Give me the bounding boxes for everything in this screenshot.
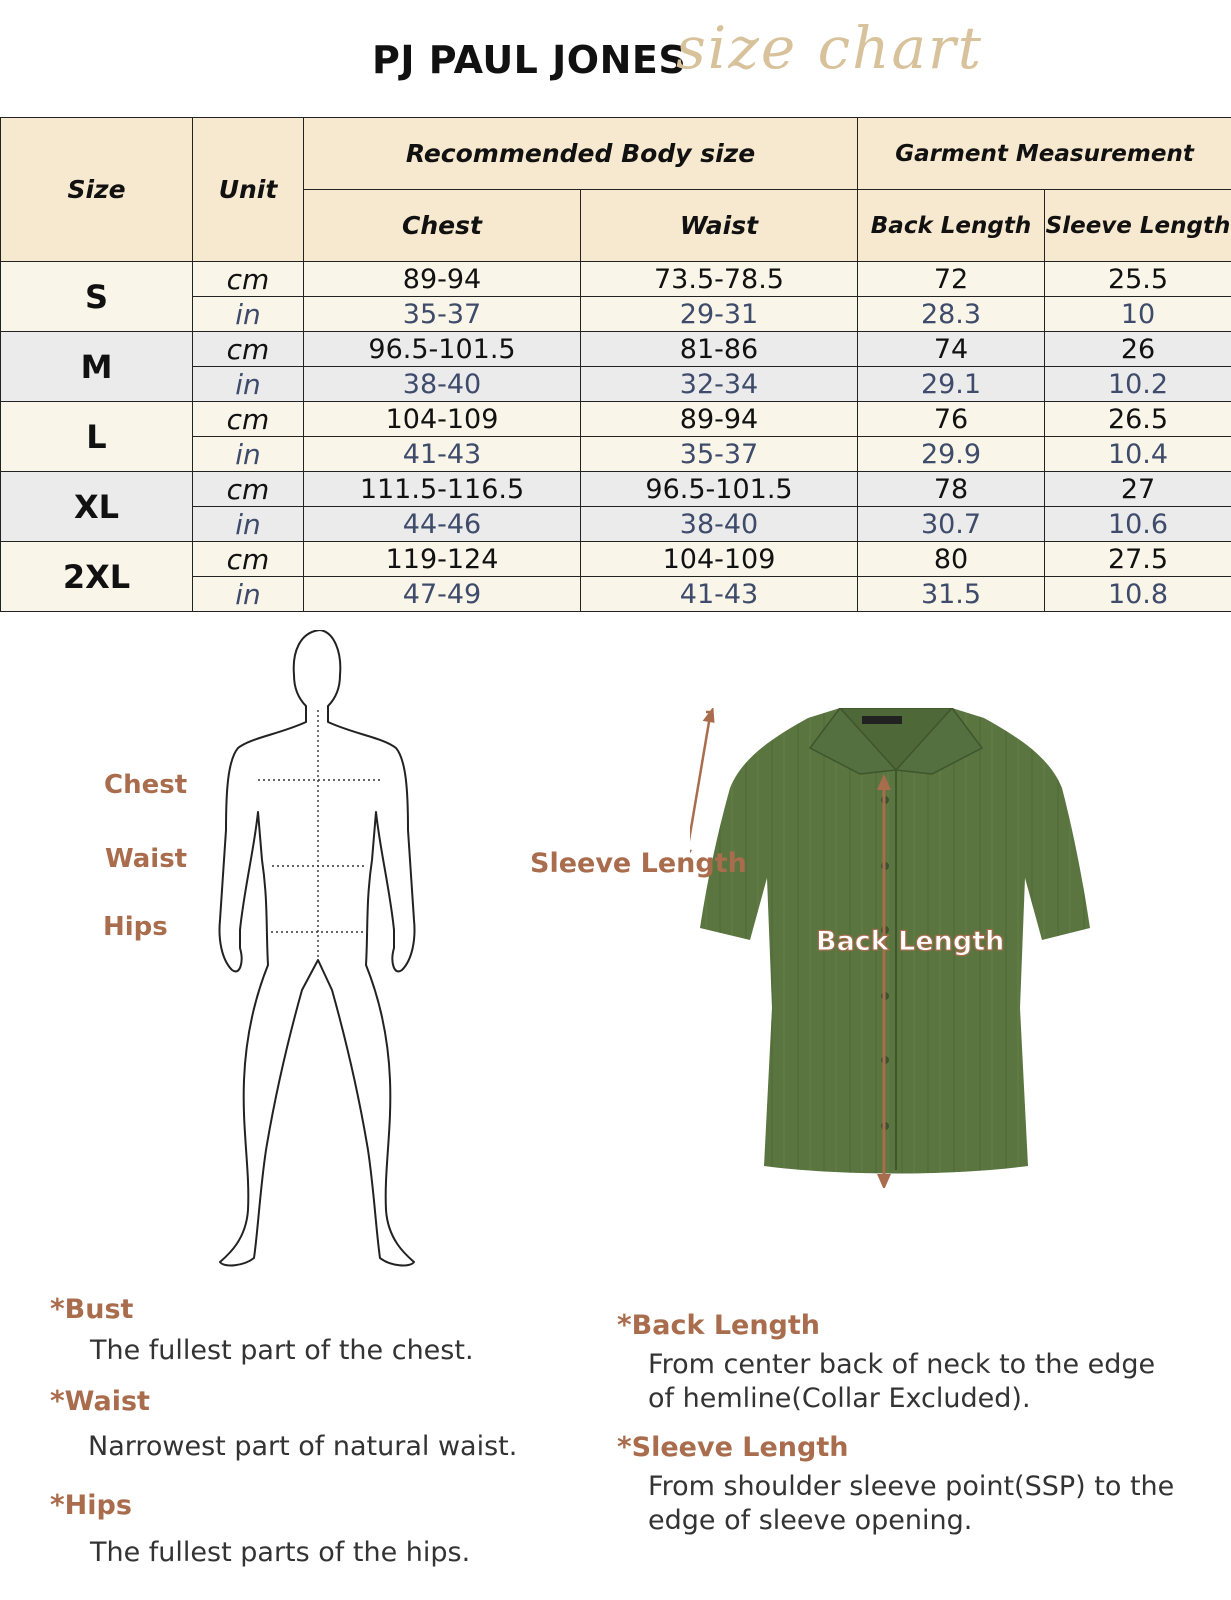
note-hips-title: *Hips — [50, 1488, 132, 1521]
unit-cell: cm — [193, 542, 304, 577]
back-length-cell: 76 — [858, 402, 1045, 437]
unit-cell: in — [193, 437, 304, 472]
size-label: XL — [1, 472, 193, 542]
chest-label: Chest — [104, 770, 188, 800]
unit-cell: cm — [193, 332, 304, 367]
waist-cell: 96.5-101.5 — [581, 472, 858, 507]
waist-cell: 38-40 — [581, 507, 858, 542]
header-garment: Garment Measurement — [858, 118, 1231, 190]
unit-cell: in — [193, 577, 304, 612]
table-row — [1, 332, 1231, 367]
star-icon: * — [50, 1292, 65, 1325]
waist-cell: 104-109 — [581, 542, 858, 577]
unit-cell: in — [193, 507, 304, 542]
chest-cell: 35-37 — [304, 297, 581, 332]
sleeve-length-cell: 26 — [1045, 332, 1231, 367]
back-length-label: Back Length — [816, 926, 1005, 957]
body-outline-icon — [210, 630, 450, 1275]
unit-cell: cm — [193, 262, 304, 297]
header-sleeve-length: Sleeve Length — [1045, 190, 1231, 262]
sleeve-length-cell: 25.5 — [1045, 262, 1231, 297]
sleeve-length-cell: 10 — [1045, 297, 1231, 332]
brand-name: PJ PAUL JONES — [372, 38, 687, 82]
back-length-cell: 29.1 — [858, 367, 1045, 402]
header — [0, 0, 1231, 112]
star-icon: * — [617, 1308, 632, 1341]
header-unit: Unit — [193, 118, 304, 262]
size-label: L — [1, 402, 193, 472]
sleeve-length-cell: 27.5 — [1045, 542, 1231, 577]
measurement-diagram — [0, 630, 1231, 1280]
unit-cell: in — [193, 367, 304, 402]
back-length-cell: 78 — [858, 472, 1045, 507]
back-length-cell: 29.9 — [858, 437, 1045, 472]
header-waist: Waist — [581, 190, 858, 262]
chest-cell: 38-40 — [304, 367, 581, 402]
chest-cell: 89-94 — [304, 262, 581, 297]
header-chest: Chest — [304, 190, 581, 262]
back-length-cell: 30.7 — [858, 507, 1045, 542]
unit-cell: in — [193, 297, 304, 332]
note-sleeve-title: *Sleeve Length — [617, 1430, 849, 1463]
unit-cell: cm — [193, 402, 304, 437]
size-label: 2XL — [1, 542, 193, 612]
star-icon: * — [617, 1430, 632, 1463]
waist-label: Waist — [105, 844, 188, 874]
star-icon: * — [50, 1488, 65, 1521]
table-row — [1, 402, 1231, 437]
waist-cell: 29-31 — [581, 297, 858, 332]
unit-cell: cm — [193, 472, 304, 507]
sleeve-length-cell: 10.6 — [1045, 507, 1231, 542]
header-body-size: Recommended Body size — [304, 118, 858, 190]
header-size: Size — [1, 118, 193, 262]
note-sleeve-text: From shoulder sleeve point(SSP) to the edge of sleeve opening. — [648, 1471, 1175, 1536]
sleeve-length-cell: 10.4 — [1045, 437, 1231, 472]
table-row — [1, 472, 1231, 507]
sleeve-length-cell: 10.8 — [1045, 577, 1231, 612]
note-back-title: *Back Length — [617, 1308, 821, 1341]
size-label: M — [1, 332, 193, 402]
chest-cell: 44-46 — [304, 507, 581, 542]
chest-cell: 104-109 — [304, 402, 581, 437]
size-table — [0, 117, 1231, 612]
chest-cell: 41-43 — [304, 437, 581, 472]
waist-cell: 73.5-78.5 — [581, 262, 858, 297]
waist-cell: 89-94 — [581, 402, 858, 437]
table-row — [1, 262, 1231, 297]
back-length-cell: 80 — [858, 542, 1045, 577]
note-hips-text: The fullest parts of the hips. — [90, 1537, 471, 1568]
header-back-length: Back Length — [858, 190, 1045, 262]
chest-cell: 119-124 — [304, 542, 581, 577]
waist-cell: 81-86 — [581, 332, 858, 367]
chest-cell: 96.5-101.5 — [304, 332, 581, 367]
sleeve-length-cell: 26.5 — [1045, 402, 1231, 437]
back-length-cell: 28.3 — [858, 297, 1045, 332]
note-bust-title: *Bust — [50, 1292, 134, 1325]
waist-cell: 32-34 — [581, 367, 858, 402]
size-chart-script-title: size chart — [676, 14, 984, 82]
back-length-cell: 74 — [858, 332, 1045, 367]
hips-label: Hips — [103, 912, 168, 942]
note-waist-title: *Waist — [50, 1384, 150, 1417]
note-waist-text: Narrowest part of natural waist. — [88, 1431, 518, 1462]
chest-cell: 111.5-116.5 — [304, 472, 581, 507]
note-bust-text: The fullest part of the chest. — [90, 1335, 474, 1366]
back-length-cell: 72 — [858, 262, 1045, 297]
table-row — [1, 542, 1231, 577]
chest-cell: 47-49 — [304, 577, 581, 612]
sleeve-length-cell: 27 — [1045, 472, 1231, 507]
waist-cell: 35-37 — [581, 437, 858, 472]
back-length-cell: 31.5 — [858, 577, 1045, 612]
waist-cell: 41-43 — [581, 577, 858, 612]
sleeve-length-label: Sleeve Length — [530, 848, 747, 879]
sleeve-length-cell: 10.2 — [1045, 367, 1231, 402]
note-back-text: From center back of neck to the edge of hemline(Collar Excluded). — [648, 1349, 1156, 1414]
star-icon: * — [50, 1384, 65, 1417]
size-label: S — [1, 262, 193, 332]
